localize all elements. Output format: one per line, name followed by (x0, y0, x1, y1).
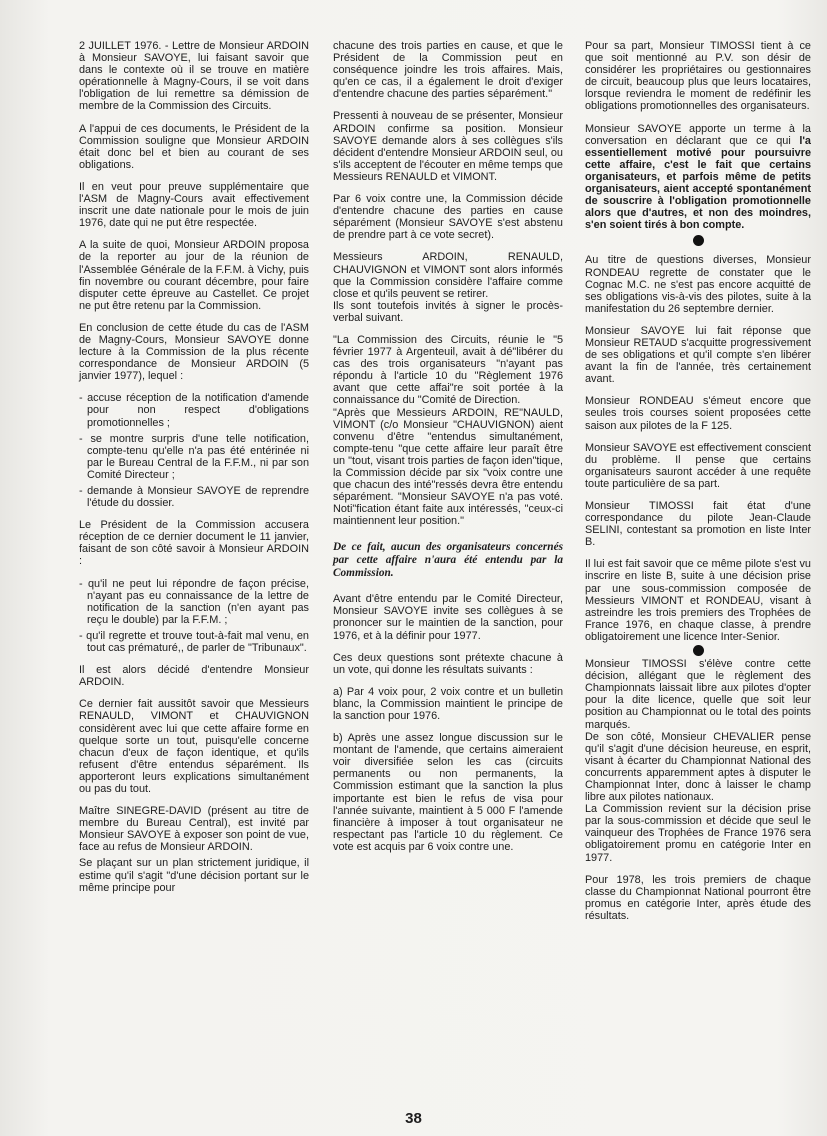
paragraph: Ils sont toutefois invités à signer le procès-verbal suivant. (333, 299, 563, 324)
paragraph: Au titre de questions diverses, Monsieur RONDEAU regrette de constater que le Cognac M.C. ne s'est pas encore acquitté de ses obligations vis-à-vis des pilotes, suite à la manifestation du 26 septembre dernier. (585, 254, 811, 315)
paragraph: A la suite de quoi, Monsieur ARDOIN proposa de la reporter au jour de la réunion de l'Assemblée Générale de la F.F.M. à Vichy, puis fin novembre ou courant décembre, pour faire disputer cette épreuve au Castellet. Ce projet ne put être retenu par la Commission. (79, 239, 309, 312)
paragraph: Monsieur TIMOSSI s'élève contre cette décision, allégant que le règlement des Championnats laissait libre aux pilotes d'opter pour la dite licence, quelle que soit leur position au Championnat ou le total des points marqués. (585, 658, 811, 731)
paragraph: Messieurs ARDOIN, RENAULD, CHAUVIGNON et VIMONT sont alors informés que la Commission considère l'affaire comme close et qu'ils peuvent se retirer. (333, 251, 563, 300)
paragraph: En conclusion de cette étude du cas de l'ASM de Magny-Cours, Monsieur SAVOYE donne lecture à la Commission de la plus récente correspondance de Monsieur ARDOIN (5 janvier 1977), lequel : (79, 321, 309, 383)
bold-statement: l'a essentiellement motivé pour poursuivre cette affaire, c'est le fait que certains organisateurs, et parfois même de petits organisateurs, aient accepté spontanément de souscrire à l'obligation promotionnelle alors que d'autres, et non des moindres, s'en soient tirés à bon compte. (585, 134, 811, 232)
paragraph: Pressenti à nouveau de se présenter, Monsieur ARDOIN confirme sa position. Monsieur SAVOYE demande alors à ses collègues s'ils décident d'entendre Monsieur ARDOIN seul, ou s'ils acceptent de l'écouter en même temps que Messieurs RENAULD et VIMONT. (333, 110, 563, 183)
bullet-list (79, 578, 309, 655)
paragraph: a) Par 4 voix pour, 2 voix contre et un bulletin blanc, la Commission maintient le principe de la sanction pour 1976. (333, 685, 563, 722)
text-column-3 (585, 40, 811, 932)
paragraph: Pour sa part, Monsieur TIMOSSI tient à ce que soit mentionné au P.V. son désir de considérer les propriétaires ou gestionnaires de circuit, beaucoup plus que leurs locataires, lorsque reviendra le moment de redéfinir les obligations promotionnelles des organisateurs. (585, 40, 811, 113)
list-item: - qu'il regrette et trouve tout-à-fait mal venu, en tout cas prématuré,, de parler de "Tribunaux". (79, 629, 309, 655)
paragraph: Il en veut pour preuve supplémentaire que l'ASM de Magny-Cours avait effectivement inscrit une date nationale pour le mois de juin 1976, date qui ne put être respectée. (79, 180, 309, 230)
bullet-separator-icon (693, 235, 704, 246)
paragraph: Monsieur RONDEAU s'émeut encore que seules trois courses soient proposées cette saison aux pilotes de la F 125. (585, 395, 811, 432)
page-number: 38 (405, 1110, 422, 1127)
paragraph: Monsieur SAVOYE lui fait réponse que Monsieur RETAUD s'acquitte progressivement de ses obligations et qu'il compte s'en libérer avant la fin de l'année, très certainement avant. (585, 324, 811, 386)
bullet-list (79, 392, 309, 509)
paragraph: De son côté, Monsieur CHEVALIER pense qu'il s'agit d'une décision heureuse, en esprit, visant à écarter du Championnat National des concurrents apparemment aptes à disputer le Championnat Inter, donc à laisser le champ libre aux pilotes nationaux. (585, 730, 811, 804)
paragraph: Il lui est fait savoir que ce même pilote s'est vu inscrire en liste B, suite à une décision prise par une sous-commission composée de Messieurs VIMONT et RONDEAU, visant à astreindre les trois premiers des Trophées de France 1976, en chaque classe, à prendre obligatoirement une licence Inter-Senior. (585, 558, 811, 643)
paragraph: Il est alors décidé d'entendre Monsieur ARDOIN. (79, 664, 309, 689)
paragraph: Le Président de la Commission accusera réception de ce dernier document le 11 janvier, faisant de son côté savoir à Monsieur ARDOIN : (79, 519, 309, 568)
paragraph: b) Après une assez longue discussion sur le montant de l'amende, que certains aimeraient voir diversifiée selon les cas (circuits permanents ou non permanents, la Commission estimant que la sanction la plus importante est bien le refus de visa pour l'année suivante, maintient à 5 000 F l'amende financière à imposer à tout organisateur ne respectant pas l'article 10 du règlement. Ce vote est acquis par 6 voix contre une. (333, 732, 563, 853)
text-column-1 (79, 40, 309, 904)
paragraph: Monsieur SAVOYE est effectivement conscient du problème. Il pense que certains organisateurs sauront accéder à une requête toute particulière de sa part. (585, 441, 811, 490)
paragraph: Monsieur TIMOSSI fait état d'une correspondance du pilote Jean-Claude SELINI, contestant sa promotion en liste Inter B. (585, 500, 811, 549)
bullet-separator-icon (693, 645, 704, 656)
list-item: - demande à Monsieur SAVOYE de reprendre l'étude du dossier. (79, 485, 309, 510)
paragraph: chacune des trois parties en cause, et que le Président de la Commission peut en conséquence joindre les trois affaires. Mais, qu'en ce cas, il a également le droit d'exiger d'entendre chacune des parties séparément." (333, 40, 563, 101)
list-item: - accuse réception de la notification d'amende pour non respect d'obligations promotionnelles ; (79, 392, 309, 429)
paragraph: Avant d'être entendu par le Comité Directeur, Monsieur SAVOYE invite ses collègues à se prononcer sur le maintien de la sanction, pour 1976, et à la définir pour 1977. (333, 593, 563, 642)
paragraph: Pour 1978, les trois premiers de chaque classe du Championnat National pourront être promus en catégorie Inter, après étude des résultats. (585, 873, 811, 922)
paragraph: Maître SINEGRE-DAVID (présent au titre de membre du Bureau Central), est invité par Monsieur SAVOYE à exposer son point de vue, face au refus de Monsieur ARDOIN. (79, 805, 309, 854)
paragraph: Ces deux questions sont prétexte chacune à un vote, qui donne les résultats suivants : (333, 651, 563, 676)
quoted-minutes: "Après que Messieurs ARDOIN, RE"NAULD, VIMONT (c/o Monsieur "CHAUVIGNON) aient convenu d'être "entendus simultanément, compte-tenu "que cette affaire leur paraît être un "tout, visant trois parties de façon iden"tique, la Commission décide par six "voix contre une que chacun des inté"ressés devra être entendu séparément. "Monsieur SAVOYE n'a pas voté. Noti"fication étant faite aux intéressés, "ceux-ci maintiennent leur position." (333, 406, 563, 528)
list-item: - se montre surpris d'une telle notification, compte-tenu qu'elle n'a pas été entérinée ni par le Bureau Central de la F.F.M., ni par son Comité Directeur ; (79, 432, 309, 481)
paragraph: 2 JUILLET 1976. - Lettre de Monsieur ARDOIN à Monsieur SAVOYE, lui faisant savoir que dans le contexte où il se trouve en matière opérationnelle à Magny-Cours, il se voit dans l'obligation de lui remettre sa démission de membre de la Commission des Circuits. (79, 40, 309, 113)
list-item: - qu'il ne peut lui répondre de façon précise, n'ayant pas eu connaissance de la lettre de notification de la sanction (n'en ayant pas reçu le double) par la F.F.M. ; (79, 577, 309, 626)
paragraph: A l'appui de ces documents, le Président de la Commission souligne que Monsieur ARDOIN était donc bel et bien au courant de ses obligations. (79, 122, 309, 171)
paragraph: Se plaçant sur un plan strictement juridique, il estime qu'il s'agit "d'une décision portant sur le même principe pour (79, 857, 309, 894)
italic-statement: De ce fait, aucun des organisateurs concernés par cette affaire n'aura été entendu par la Commission. (333, 541, 563, 579)
paragraph: Par 6 voix contre une, la Commission décide d'entendre chacune des parties en cause séparément (Monsieur SAVOYE s'est abstenu de prendre part à ce vote secret). (333, 193, 563, 242)
quoted-minutes: "La Commission des Circuits, réunie le "5 février 1977 à Argenteuil, avait à dé"libérer du cas des trois organisateurs "n'ayant pas répondu à l'article 10 du "Règlement 1976 avant que cette affai"re soit portée à la connaissance du "Comité de Direction. (333, 333, 563, 407)
paragraph-lead: Monsieur SAVOYE apporte un terme à la conversation en déclarant que ce qui (585, 122, 811, 147)
paragraph: La Commission revient sur la décision prise par la sous-commission et décide que seul le vainqueur des Trophées de France 1976 sera obligatoirement promu en catégorie Inter en 1977. (585, 803, 811, 864)
paragraph (585, 123, 811, 232)
text-column-2 (333, 40, 563, 863)
paragraph: Ce dernier fait aussitôt savoir que Messieurs RENAULD, VIMONT et CHAUVIGNON considèrent avec lui que cette affaire forme en quelque sorte un tout, puisqu'elle concerne chacun d'eux de façon identique, et qu'ils refusent d'être entendus séparément. Ils apporteront leurs explications simultanément ou pas du tout. (79, 698, 309, 795)
